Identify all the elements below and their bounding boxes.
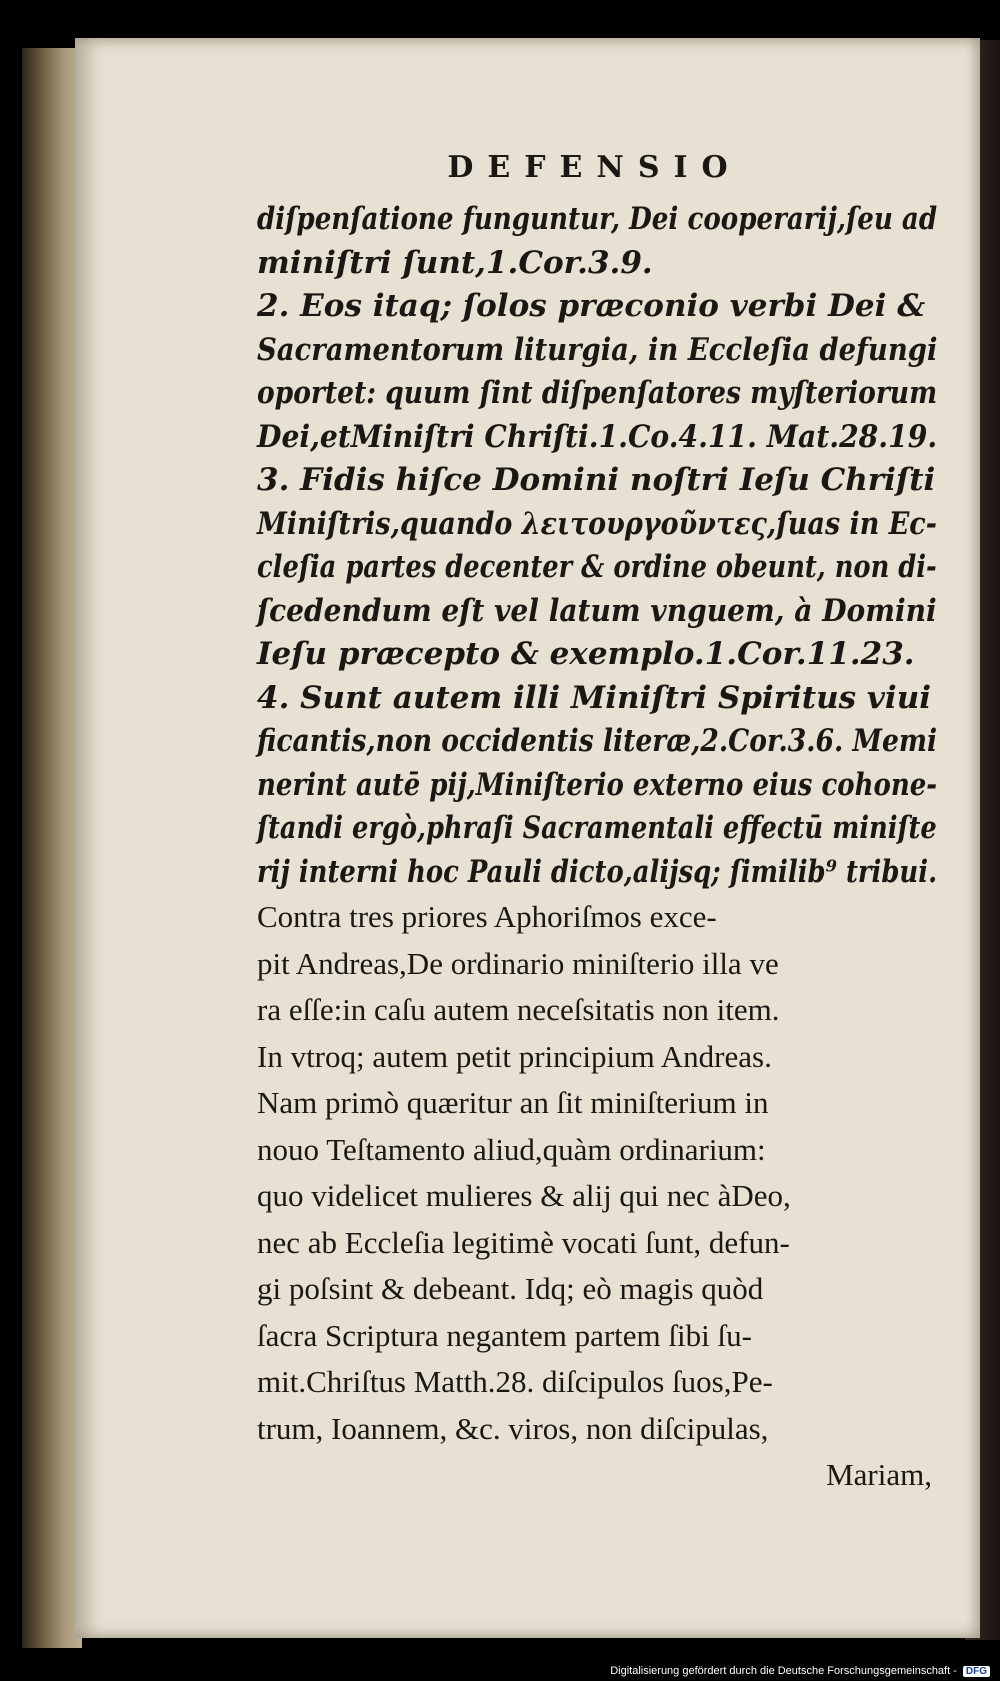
text-line: pit Andreas,De ordinario miniſterio illa ve	[257, 945, 779, 981]
page-text-block	[257, 150, 938, 1499]
text-line: Sacramentorum liturgia, in Eccleſia defungi	[257, 331, 938, 368]
text-line: Dei,etMiniſtri Chriſti.1.Co.4.11. Mat.28.19.	[257, 418, 938, 455]
text-line: Ieſu præcepto & exemplo.1.Cor.11.23.	[257, 636, 915, 672]
text-line: ficantis,non occidentis literæ,2.Cor.3.6. Memi	[257, 723, 938, 759]
text-line: Miniſtris,quando λειτουργοῦντες,ſuas in Ec-	[257, 505, 937, 542]
text-line: nerint autē pij,Miniſterio externo eius cohone-	[257, 766, 938, 803]
text-line: cleſia partes decenter & ordine obeunt, non di-	[257, 549, 937, 585]
digitization-credit	[610, 1665, 990, 1677]
text-line: oportet: quum ſint diſpenſatores myſteriorum	[257, 375, 938, 411]
text-line: nouo Teſtamento aliud,quàm ordinarium:	[257, 1131, 766, 1167]
text-line: ſcedendum eſt vel latum vnguem, à Domini	[257, 592, 937, 629]
text-line: quo videlicet mulieres & alij qui nec àDeo,	[257, 1178, 791, 1213]
text-line: nec ab Eccleſia legitimè vocati ſunt, defun-	[257, 1224, 790, 1260]
text-line: gi poſsint & debeant. Idq; eò magis quòd	[257, 1271, 764, 1306]
running-head: DEFENSIO	[447, 150, 742, 185]
text-line: Contra tres priores Aphoriſmos exce-	[257, 899, 717, 934]
text-line: 4. Sunt autem illi Miniſtri Spiritus viui	[257, 679, 932, 716]
text-line: diſpenſatione funguntur, Dei cooperarij,ſeu ad	[257, 201, 938, 237]
text-line: In vtroq; autem petit principium Andreas.	[257, 1038, 772, 1074]
text-line: ſtandi ergò,phraſi Sacramentali effectū miniſte	[257, 810, 937, 846]
text-line: 3. Fidis hiſce Domini noſtri Ieſu Chriſti	[257, 462, 936, 498]
digitization-note: Digitalisierung gefördert durch die Deutsche Forschungsgemeinschaft -	[610, 1665, 957, 1677]
text-line: ra eſſe:in caſu autem neceſsitatis non item.	[257, 992, 780, 1027]
text-line: miniſtri ſunt,1.Cor.3.9.	[257, 244, 653, 281]
text-line: 2. Eos itaq; ſolos præconio verbi Dei &	[257, 288, 926, 324]
dfg-logo-icon: DFG	[963, 1666, 990, 1677]
text-line: rij interni hoc Pauli dicto,alijsq; ſimilib⁹ tribui.	[257, 853, 938, 890]
text-line: trum, Ioannem, &c. viros, non diſcipulas,	[257, 1410, 769, 1446]
text-line: mit.Chriſtus Matth.28. diſcipulos ſuos,Pe-	[257, 1364, 773, 1399]
page-lines	[257, 198, 938, 1499]
text-line: Mariam,	[826, 1457, 932, 1492]
text-line: ſacra Scriptura negantem partem ſibi ſu-	[257, 1317, 752, 1353]
text-line: Nam primò quæritur an ſit miniſterium in	[257, 1085, 769, 1120]
book-page-edges	[22, 48, 82, 1648]
